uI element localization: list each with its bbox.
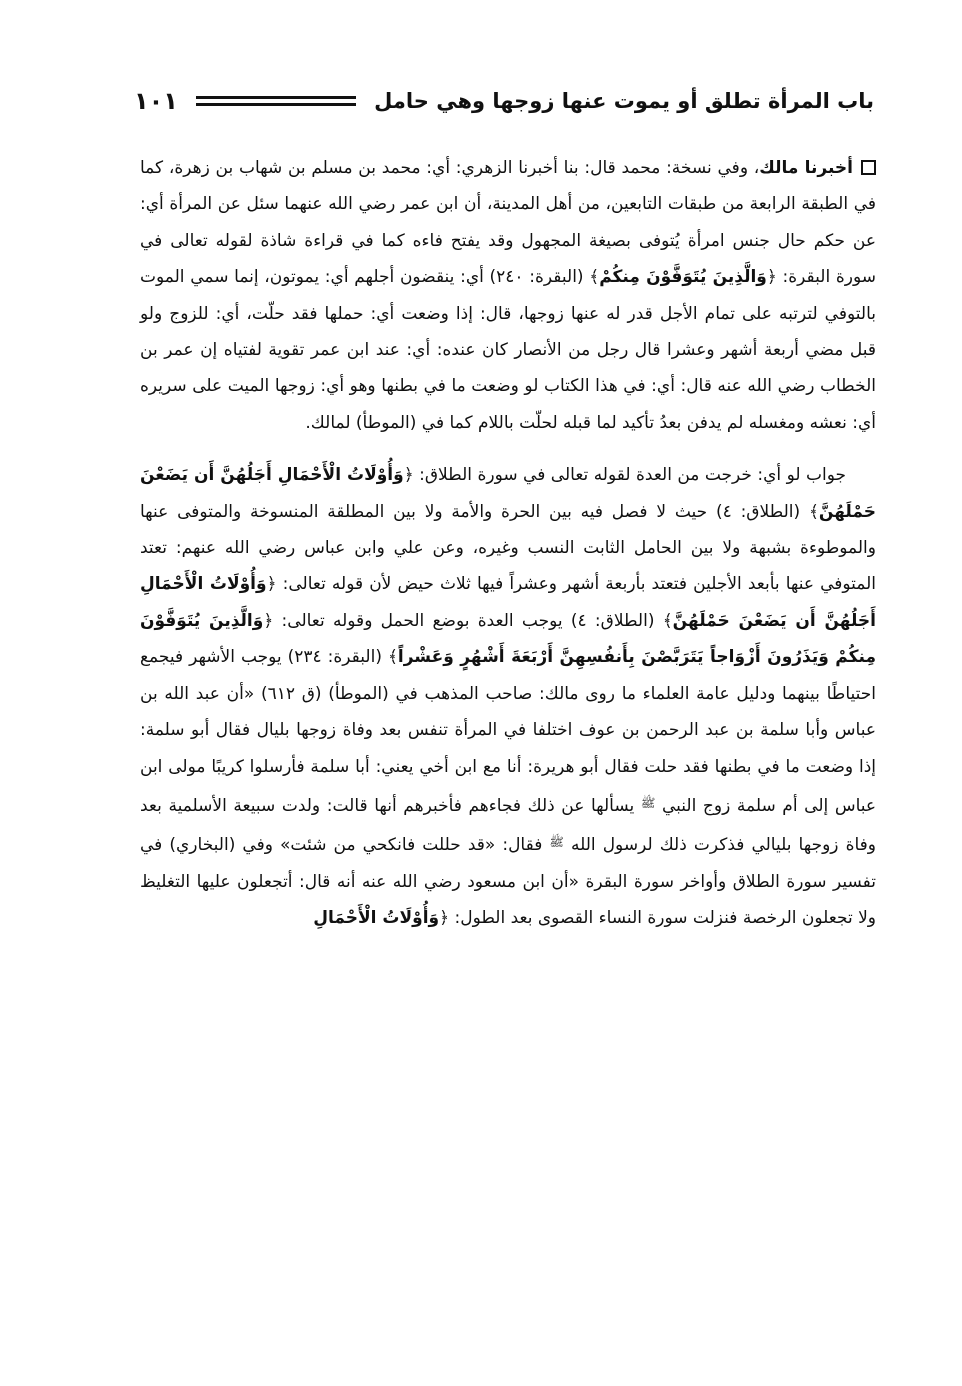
ornate-bracket-close-icon: ﴾ (387, 647, 398, 668)
commentary-text: (البقرة: ٢٤٠) أي: ينقضون أجلهم أي: يموتون، إنما سمي الموت بالتوفي لترتبه على تمام الأجل قدر له عنها زوجها، قال: إذا وضعت أي: حملها فقد حلّت، أي: للزوج ولو قبل مضي أربعة أشهر وعشرا قال رجل من الأنصار كان عنده: أي: عند ابن عمر تقوية لفتياه إن عمر بن الخطاب رضي الله عنه قال: أي: في هذا الكتاب لو وضعت ما في بطنها وهو أي: زوجها الميت على سريره أي: نعشه ومغسله لم يدفن بعدُ تأكيد لما قبله لحلّت باللام كما في (الموطأ) لمالك. (140, 267, 876, 433)
quran-verse: وَأُوْلَاتُ الْأَحْمَالِ أَجَلُهُنَّ أَن يَضَعْنَ حَمْلَهُنَّ (140, 465, 877, 522)
honorific-symbol: ﷺ (640, 795, 656, 810)
ornate-bracket-open-icon: ﴿ (263, 610, 274, 631)
quran-verse: وَالَّذِينَ يُتَوَفَّوْنَ مِنكُمْ وَيَذَرُونَ أَزْوَاجاً يَتَرَبَّصْنَ بِأَنفُسِهِنَّ أَرْبَعَةَ أَشْهُرٍ وَعَشْراً (140, 610, 876, 668)
quran-verse: وَأُوْلَاتُ الْأَحْمَالِ أَجَلُهُنَّ أَن يَضَعْنَ حَمْلَهُنَّ (140, 574, 876, 631)
header-rule (196, 96, 356, 106)
paragraph-1 (140, 150, 876, 441)
commentary-text: فقال: «قد حللت فانكحي من شئت» وفي (البخاري) في تفسير سورة الطلاق وأواخر سورة البقرة «أن ابن مسعود رضي الله عنه أنه قال: أتجعلون عليها التغليظ ولا تجعلون الرخصة فنزلت سورة النساء القصوى بعد الطول: (140, 835, 876, 929)
commentary-text: (الطلاق: ٤) حيث لا فصل فيه بين الحرة والأمة ولا بين المطلقة المنسوخة والمتوفى عنها والموطوءة بشبهة ولا بين الحامل الثابت النسب وغيره، وعن علي وابن عباس رضي الله عنهم: تعتد المتوفي عنها بأبعد الأجلين فتعتد بأربعة أشهر وعشراً فيها ثلاث حيض لأن قوله تعالى: (140, 501, 877, 595)
ornate-bracket-open-icon: ﴿ (403, 465, 414, 486)
narration-lead: أخبرنا مالك (759, 158, 853, 178)
honorific-symbol: ﷺ (549, 835, 564, 850)
paragraph-2 (140, 457, 876, 936)
quran-verse: وَالَّذِينَ يُتَوَفَّوْنَ مِنكُمْ (599, 267, 767, 288)
quran-verse: وَأُوْلَاتُ الْأَحْمَالِ (313, 908, 440, 929)
page-number: ١٠١ (134, 87, 178, 115)
square-marker-icon (861, 160, 876, 175)
ornate-bracket-open-icon: ﴿ (439, 908, 450, 929)
ornate-bracket-open-icon: ﴿ (766, 267, 777, 288)
ornate-bracket-open-icon: ﴿ (266, 574, 277, 595)
ornate-bracket-close-icon: ﴾ (662, 610, 673, 631)
commentary-text: جواب لو أي: خرجت من العدة لقوله تعالى في سورة الطلاق: (419, 465, 847, 486)
main-text (140, 150, 876, 937)
ornate-bracket-close-icon: ﴾ (808, 501, 819, 522)
commentary-text: (البقرة: ٢٣٤) يوجب الأشهر فيجمع احتياطًا بينهما ودليل عامة العلماء ما روى مالك: صاحب المذهب في (الموطأ) (ق ٦١٢) «أن عبد الله بن عباس وأبا سلمة بن عبد الرحمن بن عوف اختلفا في المرأة تنفس بعد وفاة زوجها بليال فقال أبو سلمة: إذا وضعت ما في بطنها فقد حلت فقال أبو هريرة: أنا مع ابن أخي يعني: أبا سلمة فأرسلوا كريبًا مولى ابن عباس إلى أم سلمة زوج النبي (140, 647, 877, 816)
running-header (134, 78, 874, 124)
chapter-title: باب المرأة تطلق أو يموت عنها زوجها وهي حامل (374, 89, 874, 113)
commentary-text: ، وفي نسخة: محمد قال: بنا أخبرنا الزهري: أي: محمد بن مسلم بن شهاب بن زهرة، كما في الطبقة الرابعة من طبقات التابعين، من أهل المدينة، أن ابن عمر رضي الله عنهما سئل عن المرأة أي: عن حكم حال جنس امرأة يُتوفى بصيغة المجهول وقد يفتح فاءه كما في قراءة شاذة لقوله تعالى في سورة البقرة: (140, 158, 876, 288)
ornate-bracket-close-icon: ﴾ (589, 267, 600, 288)
commentary-text: (الطلاق: ٤) يوجب العدة بوضع الحمل وقوله تعالى: (281, 610, 655, 631)
commentary-text: يسألها عن ذلك فجاءهم فأخبرهم أنها قالت: ولدت سبيعة الأسلمية بعد وفاة زوجها بليالي فذكرت ذلك لرسول الله (140, 795, 876, 856)
